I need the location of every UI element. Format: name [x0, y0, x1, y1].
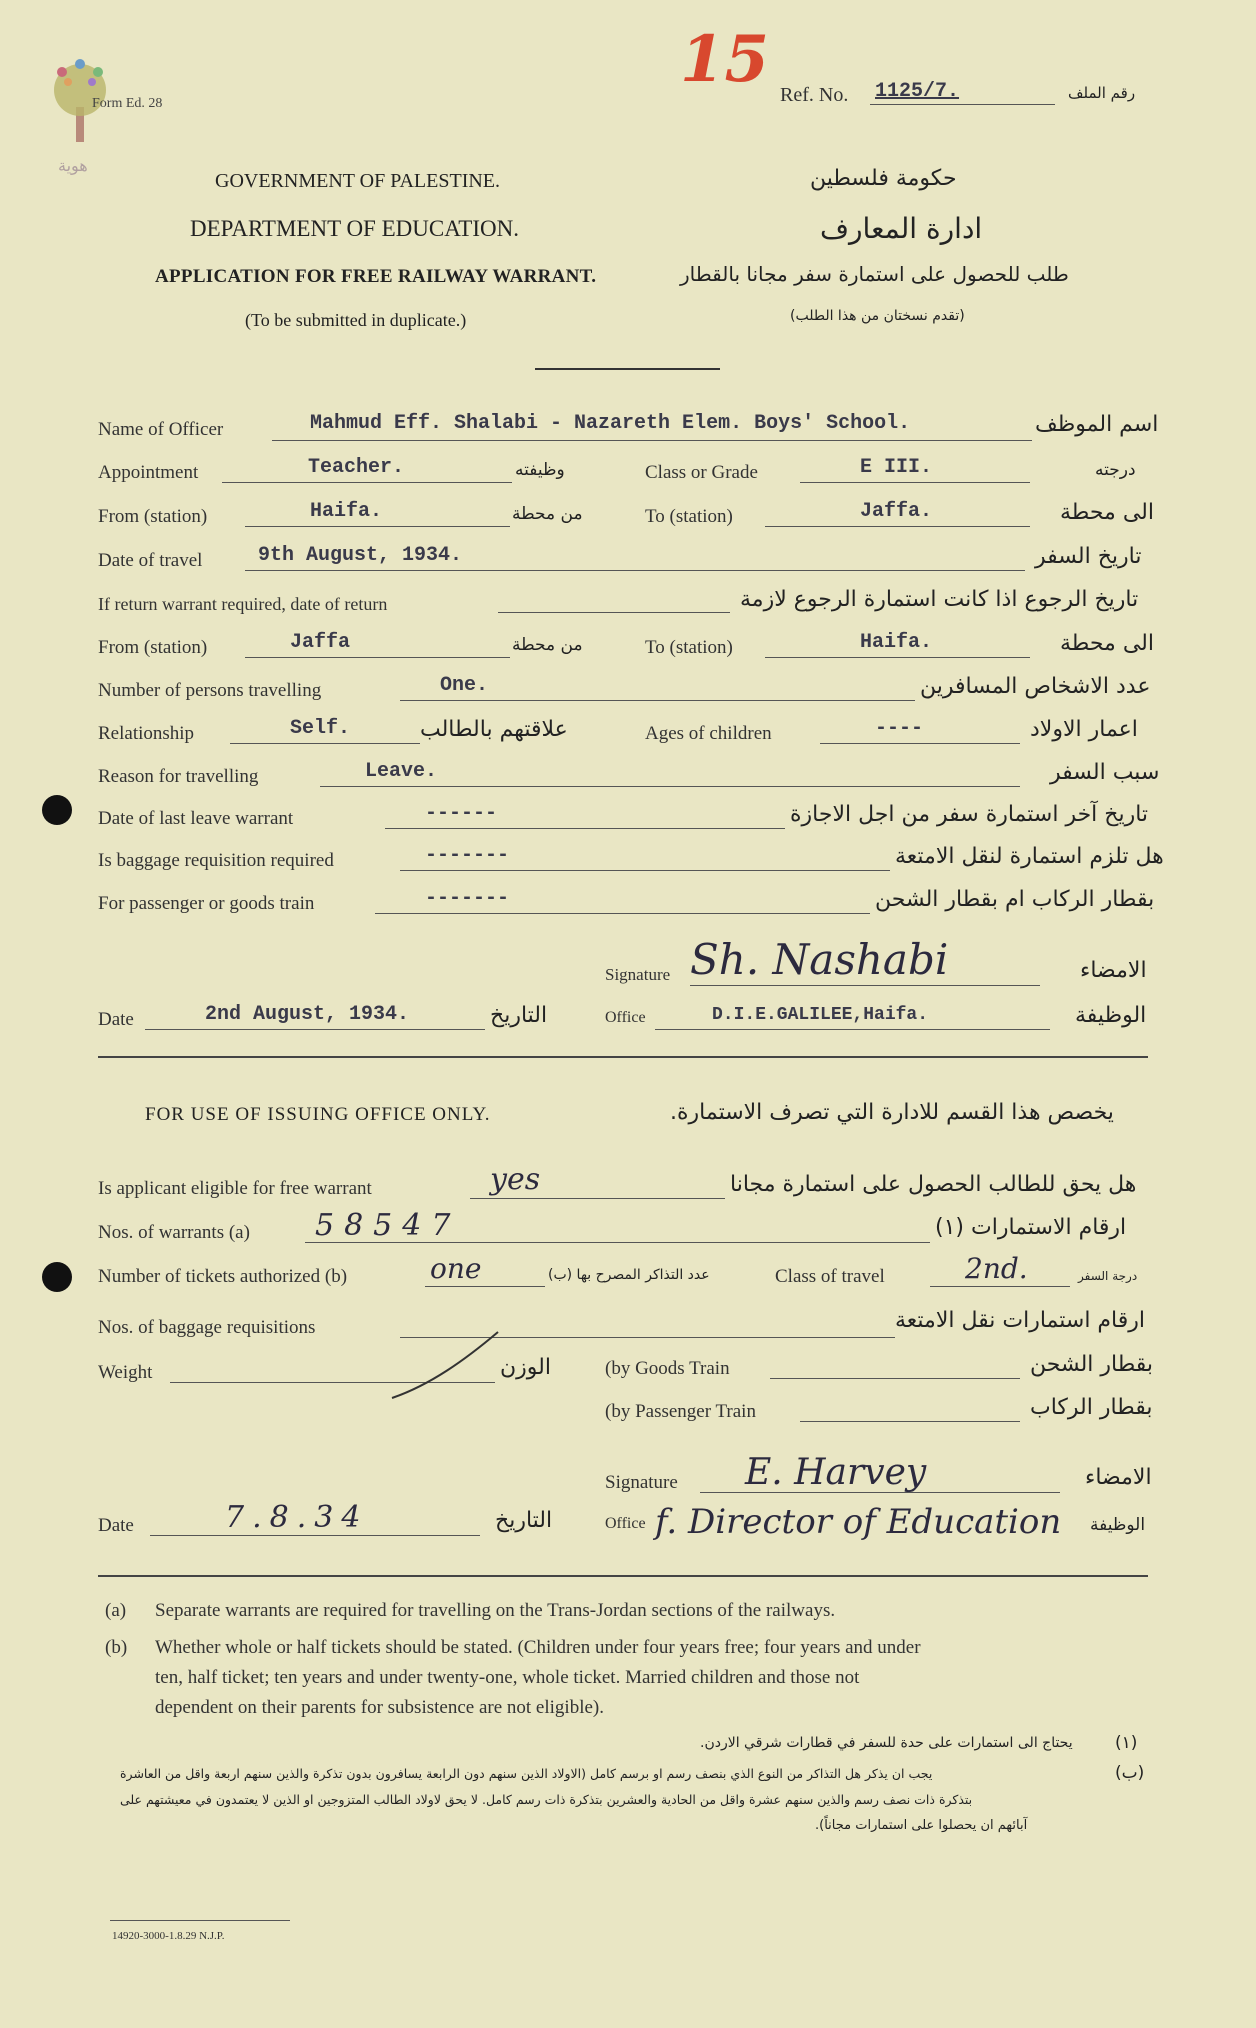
baggage-label: Is baggage requisition required	[98, 850, 334, 871]
return-ar: تاريخ الرجوع اذا كانت استمارة الرجوع لازمة	[740, 587, 1139, 612]
class-label: Class or Grade	[645, 462, 758, 483]
nos-ar: ارقام الاستمارات (١)	[935, 1215, 1127, 1240]
title-ar: طلب للحصول على استمارة سفر مجانا بالقطار	[680, 262, 1069, 286]
issuer-office-value: f. Director of Education	[655, 1502, 1062, 1542]
date-travel-value: 9th August, 1934.	[258, 544, 463, 567]
appointment-value: Teacher.	[308, 456, 405, 479]
name-value: Mahmud Eff. Shalabi - Nazareth Elem. Boys' School.	[310, 412, 911, 435]
passenger-ar: بقطار الركاب	[1030, 1395, 1153, 1420]
logo-text: هوية	[58, 156, 88, 175]
bag-req-ar: ارقام استمارات نقل الامتعة	[895, 1308, 1146, 1333]
issuer-date-label: Date	[98, 1515, 134, 1536]
appointment-label: Appointment	[98, 462, 199, 483]
reason-ar: سبب السفر	[1050, 760, 1160, 785]
weight-strike-icon	[390, 1330, 500, 1400]
header-divider	[535, 368, 720, 370]
from-label: From (station)	[98, 506, 208, 527]
persons-value: One.	[440, 674, 489, 697]
form-number: Form Ed. 28	[92, 96, 163, 111]
eligible-label: Is applicant eligible for free warrant	[98, 1178, 372, 1199]
train-ar: بقطار الركاب ام بقطار الشحن	[875, 887, 1155, 912]
bag-req-label: Nos. of baggage requisitions	[98, 1317, 316, 1338]
to-label: To (station)	[645, 506, 733, 527]
date-travel-ar: تاريخ السفر	[1035, 544, 1142, 569]
issuer-date-value: 7.8.34	[225, 1500, 369, 1535]
ref-ar: رقم الملف	[1068, 84, 1136, 102]
train-value: -------	[425, 887, 510, 910]
weight-label: Weight	[98, 1362, 153, 1383]
signature-label: Signature	[605, 965, 671, 984]
date-travel-label: Date of travel	[98, 550, 203, 571]
last-leave-label: Date of last leave warrant	[98, 808, 294, 829]
note-a-mark: (a)	[105, 1600, 127, 1621]
note-b-line2: ten, half ticket; ten years and under twenty-one, whole ticket. Married children and those not	[155, 1667, 860, 1688]
note-ar-b-line1: يجب ان يذكر هل التذاكر من النوع الذي بنصف رسم او برسم كامل (الاولاد الذين سنهم دون الرابعة يسافرون بدون تذكرة والذين سنهم اربعة واقل من العاشرة	[120, 1766, 933, 1781]
note-b-line3: dependent on their parents for subsistence are not eligible).	[155, 1697, 604, 1718]
nos-label: Nos. of warrants (a)	[98, 1222, 250, 1243]
tickets-ar: عدد التذاكر المصرح بها (ب)	[548, 1267, 710, 1283]
baggage-ar: هل تلزم استمارة لنقل الامتعة	[895, 844, 1164, 869]
goods-ar: بقطار الشحن	[1030, 1352, 1154, 1377]
title-en: APPLICATION FOR FREE RAILWAY WARRANT.	[155, 266, 597, 287]
signature-ar: الامضاء	[1080, 958, 1147, 983]
tickets-label: Number of tickets authorized (b)	[98, 1266, 348, 1287]
from2-ar: من محطة	[512, 635, 583, 655]
ages-value: ----	[875, 717, 924, 740]
date-label: Date	[98, 1009, 134, 1030]
issuer-signature-ar: الامضاء	[1085, 1465, 1152, 1490]
appointment-ar: وظيفته	[515, 460, 565, 480]
note-ar-b-line3: آبائهم ان يحصلوا على استمارات مجاناً).	[815, 1818, 1028, 1833]
ages-ar: اعمار الاولاد	[1030, 717, 1138, 742]
relationship-value: Self.	[290, 717, 351, 740]
page-number: 15	[680, 22, 770, 97]
to2-value: Haifa.	[860, 631, 933, 654]
persons-ar: عدد الاشخاص المسافرين	[920, 674, 1151, 699]
note-ar-a-text: يحتاج الى استمارات على حدة للسفر في قطارات شرقي الاردن.	[700, 1735, 1073, 1751]
note-b-mark: (b)	[105, 1637, 128, 1658]
tickets-value: one	[430, 1252, 482, 1285]
nos-value: 58547	[315, 1208, 461, 1243]
eligible-value: yes	[490, 1162, 541, 1197]
issuer-signature-label: Signature	[605, 1472, 678, 1493]
to-value: Jaffa.	[860, 500, 933, 523]
class-travel-value: 2nd.	[965, 1252, 1028, 1285]
office-ar: الوظيفة	[1075, 1003, 1147, 1028]
issuer-office-ar: الوظيفة	[1090, 1515, 1146, 1535]
gov-ar: حكومة فلسطين	[810, 166, 957, 191]
reason-value: Leave.	[365, 760, 438, 783]
issuer-date-ar: التاريخ	[495, 1508, 553, 1533]
note-ar-a-mark: (١)	[1115, 1733, 1138, 1753]
notes-divider	[98, 1575, 1148, 1577]
to2-ar: الى محطة	[1060, 631, 1154, 656]
from-ar: من محطة	[512, 504, 583, 524]
ref-value: 1125/7.	[875, 80, 960, 103]
class-travel-ar: درجة السفر	[1078, 1269, 1138, 1283]
relationship-ar: علاقتهم بالطالب	[420, 717, 568, 742]
class-value: E III.	[860, 456, 933, 479]
baggage-value: -------	[425, 844, 510, 867]
name-ar: اسم الموظف	[1035, 412, 1159, 437]
issuer-office-label: Office	[605, 1515, 646, 1532]
from2-label: From (station)	[98, 637, 208, 658]
from2-value: Jaffa	[290, 631, 351, 654]
note-ar-b-line2: بتذكرة ذات نصف رسم والذين سنهم عشرة واقل من الحادية والعشرين بتذكرة ذات رسم كامل. لا يحق لاولاد الطالب المتزوجين او الذين لا يعتمدون في معيشتهم على	[120, 1792, 973, 1807]
dept-ar: ادارة المعارف	[820, 212, 983, 245]
last-leave-value: ------	[425, 802, 498, 825]
to-ar: الى محطة	[1060, 500, 1154, 525]
relationship-label: Relationship	[98, 723, 195, 744]
sub-en: (To be submitted in duplicate.)	[245, 310, 467, 330]
issuing-heading-ar: يخصص هذا القسم للادارة التي تصرف الاستمارة.	[670, 1100, 1114, 1125]
issuer-signature: E. Harvey	[745, 1452, 927, 1493]
note-a-text: Separate warrants are required for travelling on the Trans-Jordan sections of the railways.	[155, 1600, 836, 1621]
name-label: Name of Officer	[98, 419, 224, 440]
office-value: D.I.E.GALILEE,Haifa.	[712, 1005, 929, 1025]
weight-ar: الوزن	[500, 1355, 551, 1380]
gov-en: GOVERNMENT OF PALESTINE.	[215, 170, 501, 192]
reason-label: Reason for travelling	[98, 766, 259, 787]
eligible-ar: هل يحق للطالب الحصول على استمارة مجانا	[730, 1172, 1137, 1197]
ref-label: Ref. No.	[780, 84, 849, 106]
sub-ar: (تقدم نسختان من هذا الطلب)	[790, 308, 965, 324]
punch-hole	[42, 1262, 72, 1292]
from-value: Haifa.	[310, 500, 383, 523]
issuing-heading-en: FOR USE OF ISSUING OFFICE ONLY.	[145, 1104, 491, 1125]
passenger-label: (by Passenger Train	[605, 1401, 756, 1422]
dept-en: DEPARTMENT OF EDUCATION.	[190, 216, 519, 241]
printer-code: 14920-3000-1.8.29 N.J.P.	[112, 1930, 225, 1942]
goods-label: (by Goods Train	[605, 1358, 730, 1379]
class-ar: درجته	[1095, 460, 1136, 480]
train-label: For passenger or goods train	[98, 893, 315, 914]
note-ar-b-mark: (ب)	[1115, 1763, 1145, 1783]
return-label: If return warrant required, date of return	[98, 594, 388, 614]
punch-hole	[42, 795, 72, 825]
last-leave-ar: تاريخ آخر استمارة سفر من اجل الاجازة	[790, 802, 1149, 827]
date-value: 2nd August, 1934.	[205, 1003, 410, 1026]
class-travel-label: Class of travel	[775, 1266, 885, 1287]
applicant-signature: Sh. Nashabi	[690, 935, 949, 984]
note-b-line1: Whether whole or half tickets should be stated. (Children under four years free; four years and under	[155, 1637, 921, 1658]
section-divider	[98, 1056, 1148, 1058]
date-ar: التاريخ	[490, 1003, 548, 1028]
office-label: Office	[605, 1009, 646, 1026]
persons-label: Number of persons travelling	[98, 680, 322, 701]
ages-label: Ages of children	[645, 723, 772, 744]
to2-label: To (station)	[645, 637, 733, 658]
